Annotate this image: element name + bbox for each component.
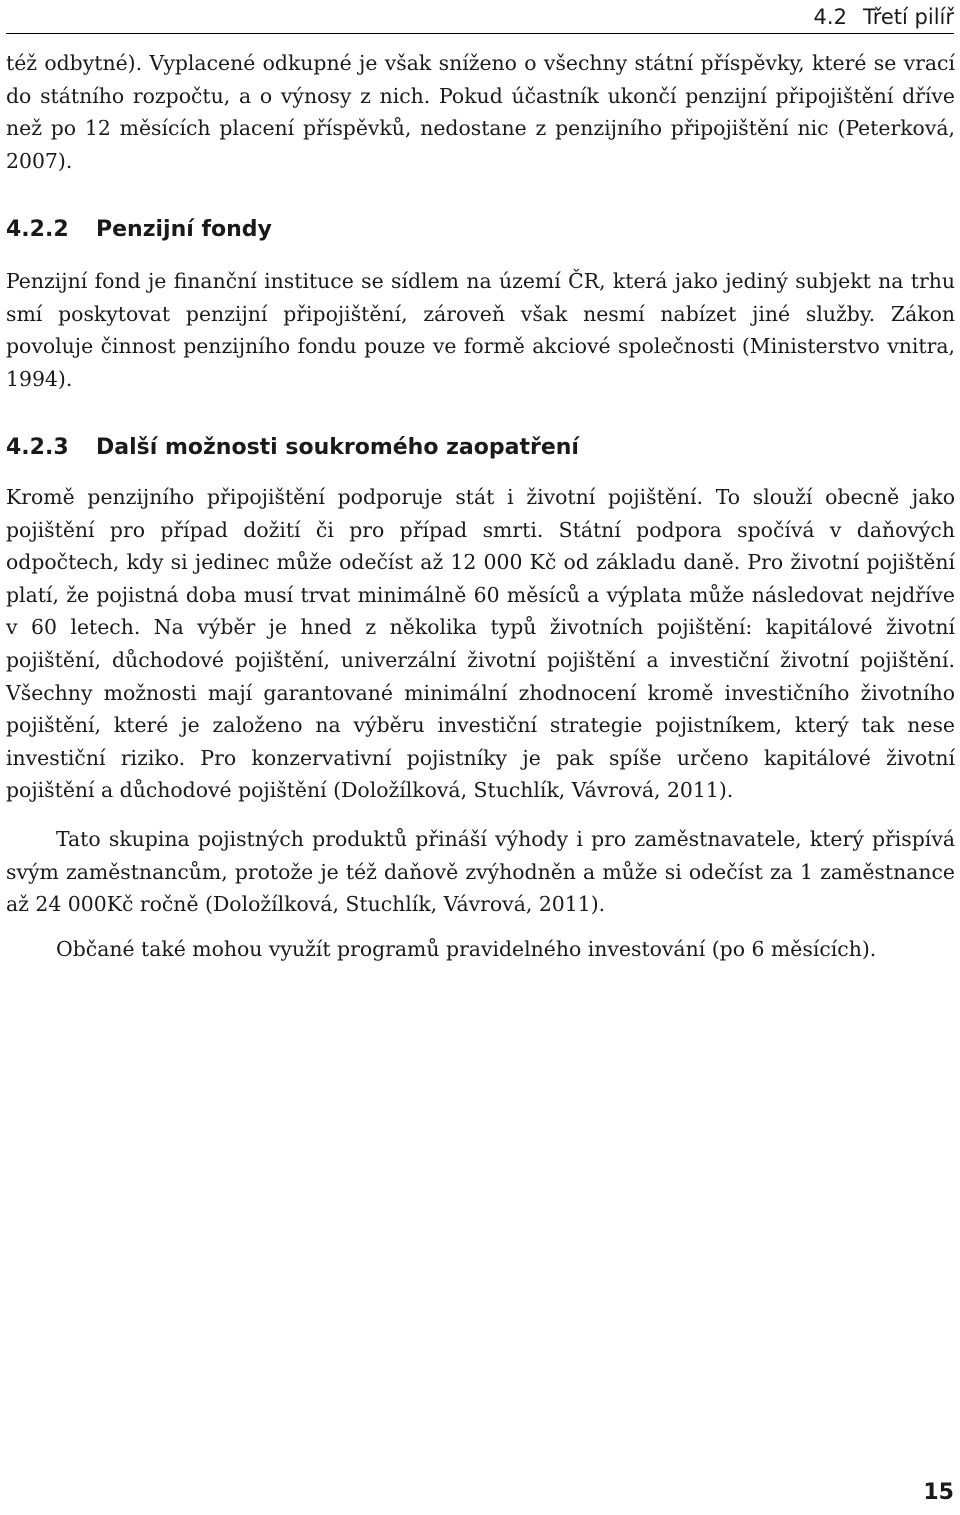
section-title: Další možnosti soukromého zaopatření <box>96 435 579 460</box>
section-dalsi-moznosti-body <box>6 481 955 965</box>
section-heading-penzijni-fondy <box>6 215 272 245</box>
paragraph: Kromě penzijního připojištění podporuje stát i životní pojištění. To slouží obecně jako pojištění pro případ dožití či pro případ smrti. Státní podpora spočívá v daňových odpočtech, kdy si jedinec může odečíst až 12 000 Kč od základu daně. Pro životní pojištění platí, že pojistná doba musí trvat minimálně 60 měsíců a výplata může následovat nejdříve v 60 letech. Na výběr je hned z několika typů životních pojištění: kapitálové životní pojištění, důchodové pojištění, univerzální životní pojištění a investiční životní pojištění. Všechny možnosti mají garantované minimální zhodnocení kromě investičního životního pojištění, které je založeno na výběru investiční strategie pojistníkem, který tak nese investiční riziko. Pro konzervativní pojistníky je pak spíše určeno kapitálové životní pojištění a důchodové pojištění (Doložílková, Stuchlík, Vávrová, 2011). <box>6 485 955 803</box>
paragraph: též odbytné). Vyplacené odkupné je však sníženo o všechny státní příspěvky, které se vrací do státního rozpočtu, a o výnosy z nich. Pokud účastník ukončí penzijní připojištění dříve než po 12 měsících placení příspěvků, nedostane z penzijního připojištění nic (Peterková, 2007). <box>6 51 955 173</box>
paragraph: Občané také mohou využít programů pravidelného investování (po 6 měsících). <box>56 936 877 961</box>
section-heading-dalsi-moznosti <box>6 433 579 463</box>
top-paragraph-block <box>6 47 955 177</box>
header-section-title: Třetí pilíř <box>862 5 954 29</box>
paragraph: Tato skupina pojistných produktů přináší výhody i pro zaměstnavatele, který přispívá svým zaměstnancům, protože je též daňově zvýhodněn a může si odečíst za 1 zaměstnance až 24 000Kč ročně (Doložílková, Stuchlík, Vávrová, 2011). <box>6 826 955 917</box>
section-penzijni-fondy-body <box>6 265 955 395</box>
section-number: 4.2.2 <box>6 217 69 242</box>
section-title: Penzijní fondy <box>96 217 272 242</box>
page-number: 15 <box>923 1480 954 1505</box>
paragraph: Penzijní fond je finanční instituce se sídlem na území ČR, která jako jediný subjekt na trhu smí poskytovat penzijní připojištění, zároveň však nesmí nabízet jiné služby. Zákon povoluje činnost penzijního fondu pouze ve formě akciové společnosti (Ministerstvo vnitra, 1994). <box>6 269 955 391</box>
running-header <box>6 3 954 34</box>
section-number: 4.2.3 <box>6 435 69 460</box>
header-section-number: 4.2 <box>813 5 847 29</box>
